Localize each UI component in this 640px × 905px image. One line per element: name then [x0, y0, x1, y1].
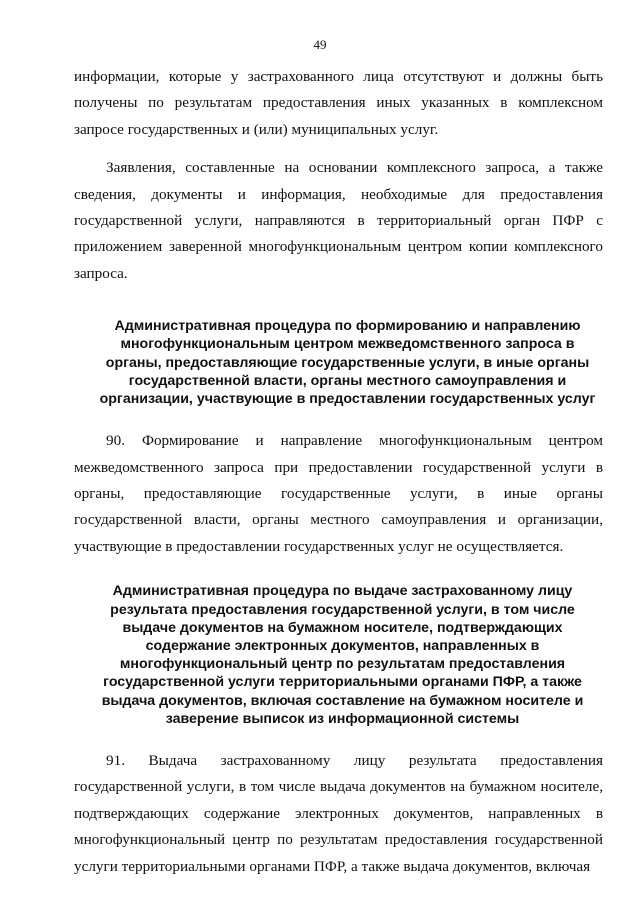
paragraph-continuation: информации, которые у застрахованного лица отсутствуют и должны быть получены по результатам предоставления иных указанных в комплексном запросе государственных и (или) муниципальных услуг. [74, 68, 603, 138]
paragraph-90: 90. Формирование и направление многофункциональным центром межведомственного запроса при предоставлении государственной услуги в органы, предоставляющие государственные услуги, в иные органы государственной власти, органы местного самоуправления и организации, участвующие в предоставлении государственных услуг не осуществляется. [74, 432, 603, 555]
paragraph-applications: Заявления, составленные на основании комплексного запроса, а также сведения, документы и информация, необходимые для предоставления государственной услуги, направляются в территориальный орган ПФР с приложением заверенной многофункциональным центром копии комплексного запроса. [74, 159, 603, 282]
page-number: 49 [313, 37, 327, 52]
paragraph-91: 91. Выдача застрахованному лицу результата предоставления государственной услуги, в том числе выдача документов на бумажном носителе, подтверждающих содержание электронных документов, направленных в многофункциональный центр по результатам предоставления государственной услуги территориальными органами ПФР, а также выдача документов, включая [74, 751, 603, 875]
heading-interagency-request: Административная процедура по формированию и направлению многофункциональным центром межведомственного запроса в органы, предоставляющие государственные услуги, в иные органы государственной власти, органы местного самоуправления и организации, участвующие в предоставлении государственных услуг [99, 318, 596, 408]
heading-issuance-procedure: Административная процедура по выдаче застрахованному лицу результата предоставления государственной услуги, в том числе выдаче документов на бумажном носителе, подтверждающих содержание электронных документов, направленных в многофункциональный центр по результатам предоставления государственной услуги территориальными органами ПФР, а также выдача документов, включая составление на бумажном носителе и заверение выписок из информационной системы [101, 583, 584, 727]
document-body [74, 64, 603, 880]
